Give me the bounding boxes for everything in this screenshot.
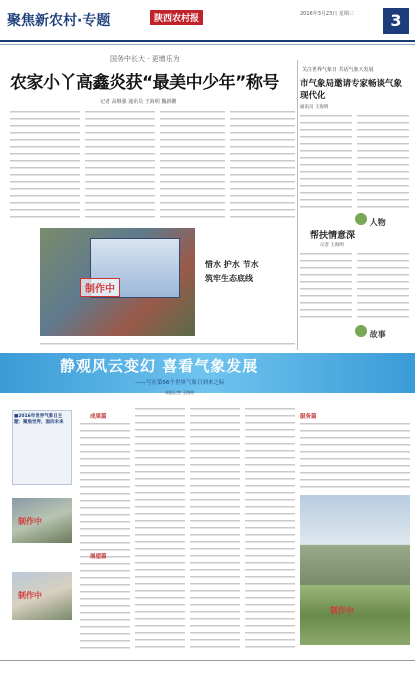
help-byline: 记者 王海明 xyxy=(320,243,344,248)
lead-body-col-1 xyxy=(10,108,80,218)
column-divider xyxy=(297,60,298,350)
people-tag: 人物 xyxy=(355,213,386,228)
photo-station xyxy=(12,572,72,620)
theme-box-head: ■2016年世界气象日主题：聚焦世界，面向未来 xyxy=(14,414,64,425)
leaf-icon xyxy=(355,325,367,337)
header-rule xyxy=(0,40,415,42)
footer-rule xyxy=(0,660,415,661)
right-headline: 市气象局邀请专家畅谈气象现代化 xyxy=(300,79,403,101)
story-tag: 故事 xyxy=(355,325,386,340)
photo-caption: 惜水 护水 节水 筑牢生态底线 xyxy=(205,260,259,283)
help-body-col-2 xyxy=(357,250,409,320)
lead-headline: 农家小丫高鑫炎获“最美中少年”称号 xyxy=(10,73,279,93)
help-headline: 帮扶情意深 xyxy=(310,231,356,241)
banner-byline: 本报记者 王海明 xyxy=(165,390,195,395)
banner-subtitle: ——写在第56个世界气象日到来之际 xyxy=(135,380,225,386)
photo-stamp: 制作中 xyxy=(330,606,354,615)
photo-exhibition xyxy=(40,228,195,336)
bottom-col-5 xyxy=(300,420,410,492)
photo-team xyxy=(12,498,72,543)
page-number: 3 xyxy=(383,8,409,34)
right-body-col-2 xyxy=(357,112,409,212)
lead-byline: 记者 高继强 通讯员 王海明 魏新鹏 xyxy=(100,99,177,105)
leaf-icon xyxy=(355,213,367,225)
right-byline: 通讯员 王海明 xyxy=(300,105,329,110)
section-label-service: 服务篇 xyxy=(300,414,317,420)
photo-stamp: 制作中 xyxy=(80,278,120,297)
lead-body-col-4 xyxy=(230,108,295,218)
lead-kicker: 国务中长大 · 更增乐为 xyxy=(110,55,180,63)
date-line: 2016年3月23日 星期三 xyxy=(300,11,354,17)
section-title: 聚焦新农村·专题 xyxy=(7,13,111,29)
right-body-col-1 xyxy=(300,112,352,212)
lead-body-col-3 xyxy=(160,108,225,218)
photo-stamp: 制作中 xyxy=(18,591,42,600)
photo-text-block xyxy=(40,340,295,350)
photo-stamp: 制作中 xyxy=(18,517,42,526)
page-header xyxy=(0,0,415,60)
masthead: 陕西农村报 xyxy=(150,10,203,25)
bottom-col-2 xyxy=(135,405,185,650)
photo-field xyxy=(300,585,410,645)
bottom-col-1 xyxy=(80,420,130,650)
photo-satellite-dish xyxy=(300,495,410,585)
section-label-results: 成果篇 xyxy=(90,414,107,420)
lead-body-col-2 xyxy=(85,108,155,218)
header-thin-rule xyxy=(0,44,415,45)
right-kicker: 关注世界气象日 共话气象大发展 xyxy=(302,67,374,73)
section-label-outlook: 展望篇 xyxy=(90,554,107,560)
bottom-col-3 xyxy=(190,405,240,650)
banner-title: 静观风云变幻 喜看气象发展 xyxy=(60,357,259,375)
bottom-col-4 xyxy=(245,405,295,650)
help-body-col-1 xyxy=(300,250,352,320)
